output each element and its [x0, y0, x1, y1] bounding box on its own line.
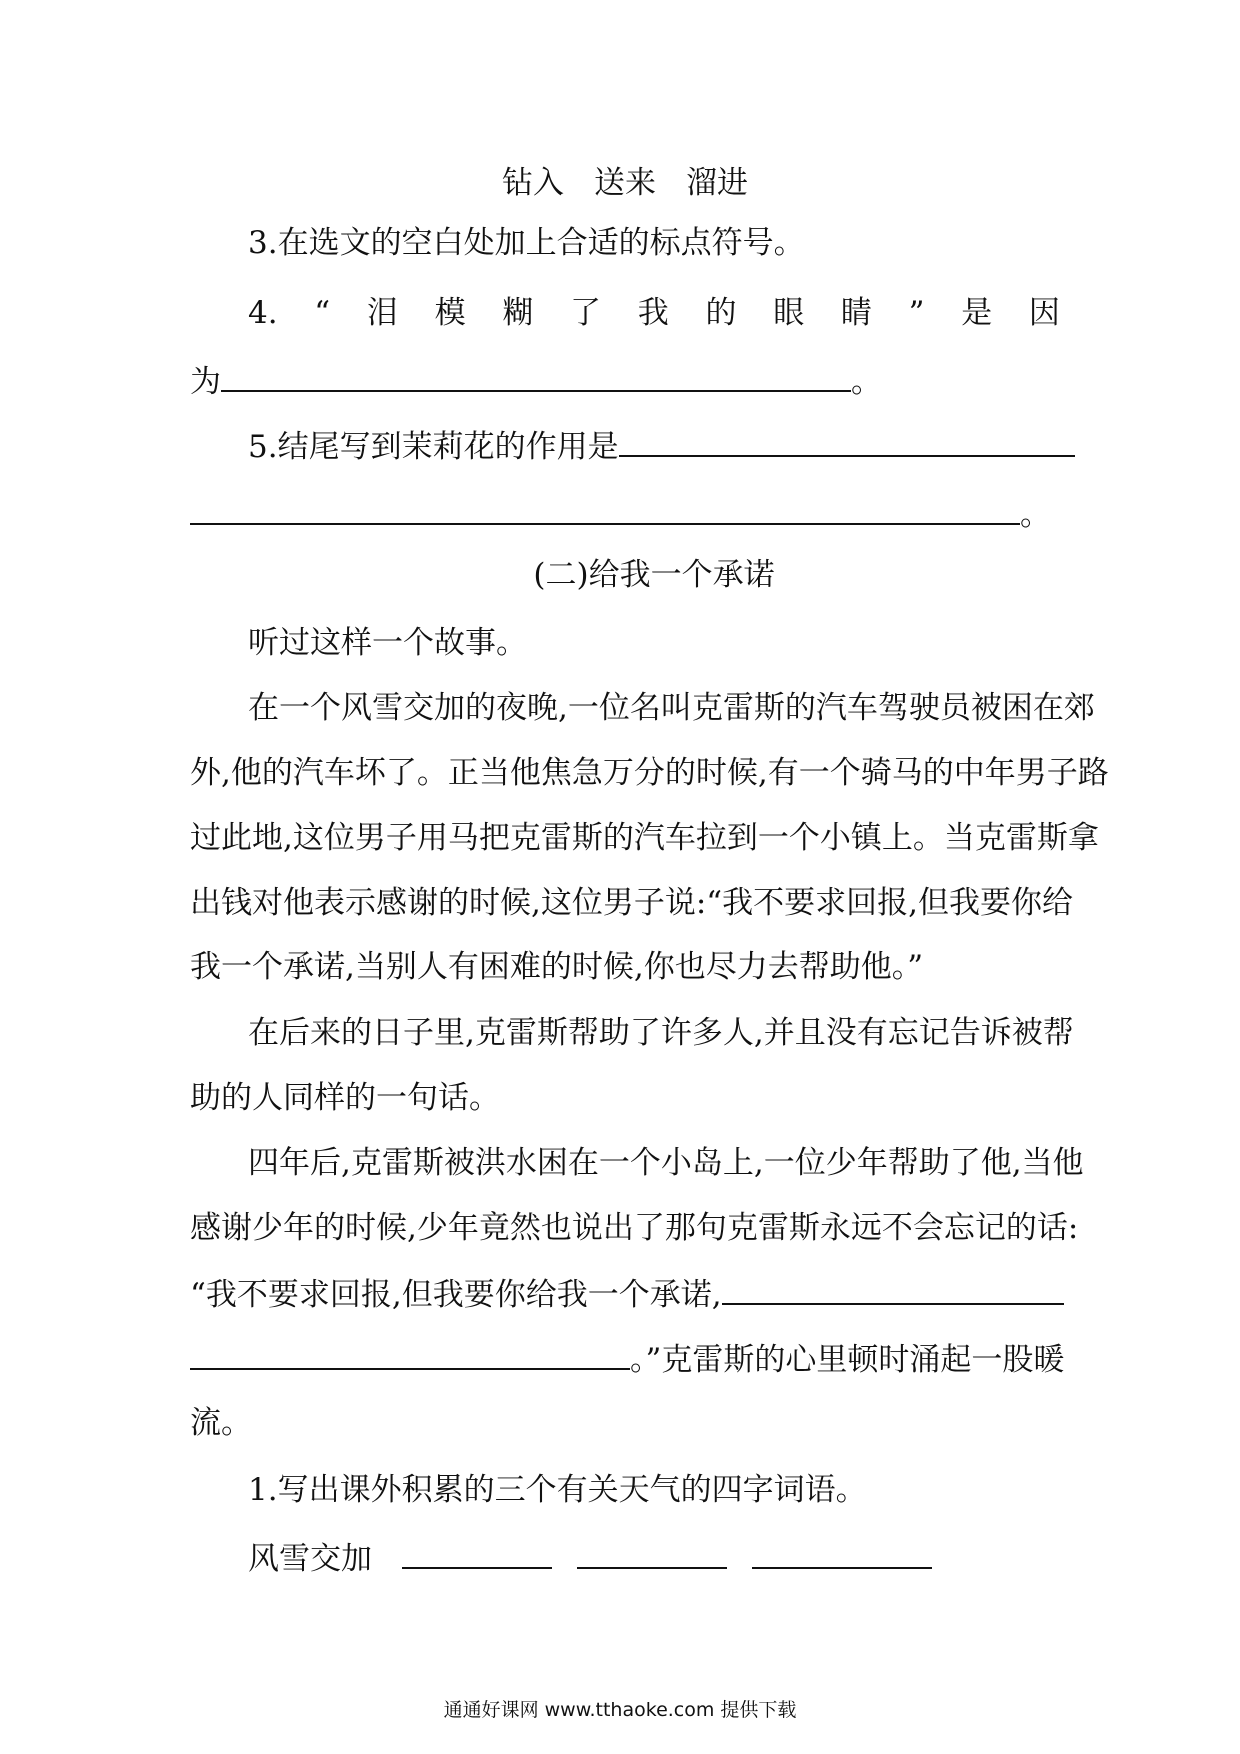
answer-blank[interactable]	[190, 493, 1020, 525]
passage-line: 我一个承诺,当别人有困难的时候,你也尽力去帮助他。”	[190, 949, 924, 985]
passage-line: 助的人同样的一句话。	[190, 1080, 500, 1116]
passage-line: “我不要求回报,但我要你给我一个承诺,	[190, 1273, 1060, 1315]
passage-line: 出钱对他表示感谢的时候,这位男子说:“我不要求回报,但我要你给	[190, 885, 1073, 921]
option-word: 钻入	[502, 165, 564, 201]
passage-line: 四年后,克雷斯被洪水困在一个小岛上,一位少年帮助了他,当他	[248, 1145, 1084, 1181]
answer-blank[interactable]	[402, 1537, 552, 1569]
question-5: 5.结尾写到茉莉花的作用是	[248, 425, 1060, 467]
question-4-line2: 为 。	[190, 360, 1060, 402]
passage-line: 听过这样一个故事。	[248, 625, 527, 661]
question-4-line1: 4. “ 泪 模 糊 了 我 的 眼 睛 ” 是 因	[248, 295, 1060, 331]
question-3: 3.在选文的空白处加上合适的标点符号。	[248, 225, 805, 261]
question-1-answers: 风雪交加	[248, 1537, 1060, 1579]
answer-blank[interactable]	[722, 1273, 1064, 1305]
option-word: 溜进	[686, 165, 748, 201]
page-footer: 通通好课网 www.tthaoke.com 提供下载	[443, 1699, 797, 1721]
answer-blank[interactable]	[577, 1537, 727, 1569]
option-word: 送来	[594, 165, 656, 201]
option-words	[190, 163, 1060, 203]
answer-blank[interactable]	[190, 1338, 630, 1370]
passage-line: 在一个风雪交加的夜晚,一位名叫克雷斯的汽车驾驶员被困在郊	[248, 690, 1095, 726]
answer-blank[interactable]	[752, 1537, 932, 1569]
passage-line: 过此地,这位男子用马把克雷斯的汽车拉到一个小镇上。当克雷斯拿	[190, 820, 1099, 856]
passage-line: 感谢少年的时候,少年竟然也说出了那句克雷斯永远不会忘记的话:	[190, 1210, 1079, 1246]
answer-blank[interactable]	[619, 425, 1075, 457]
passage-line: 。”克雷斯的心里顿时涌起一股暖	[190, 1338, 1060, 1380]
section-title: (二)给我一个承诺	[533, 557, 775, 593]
question-1: 1.写出课外积累的三个有关天气的四字词语。	[248, 1472, 867, 1508]
answer-blank[interactable]	[221, 360, 851, 392]
question-5-line2: 。	[190, 493, 1060, 535]
passage-line: 在后来的日子里,克雷斯帮助了许多人,并且没有忘记告诉被帮	[248, 1015, 1074, 1051]
passage-line: 外,他的汽车坏了。正当他焦急万分的时候,有一个骑马的中年男子路	[190, 755, 1109, 791]
passage-line: 流。	[190, 1405, 252, 1441]
